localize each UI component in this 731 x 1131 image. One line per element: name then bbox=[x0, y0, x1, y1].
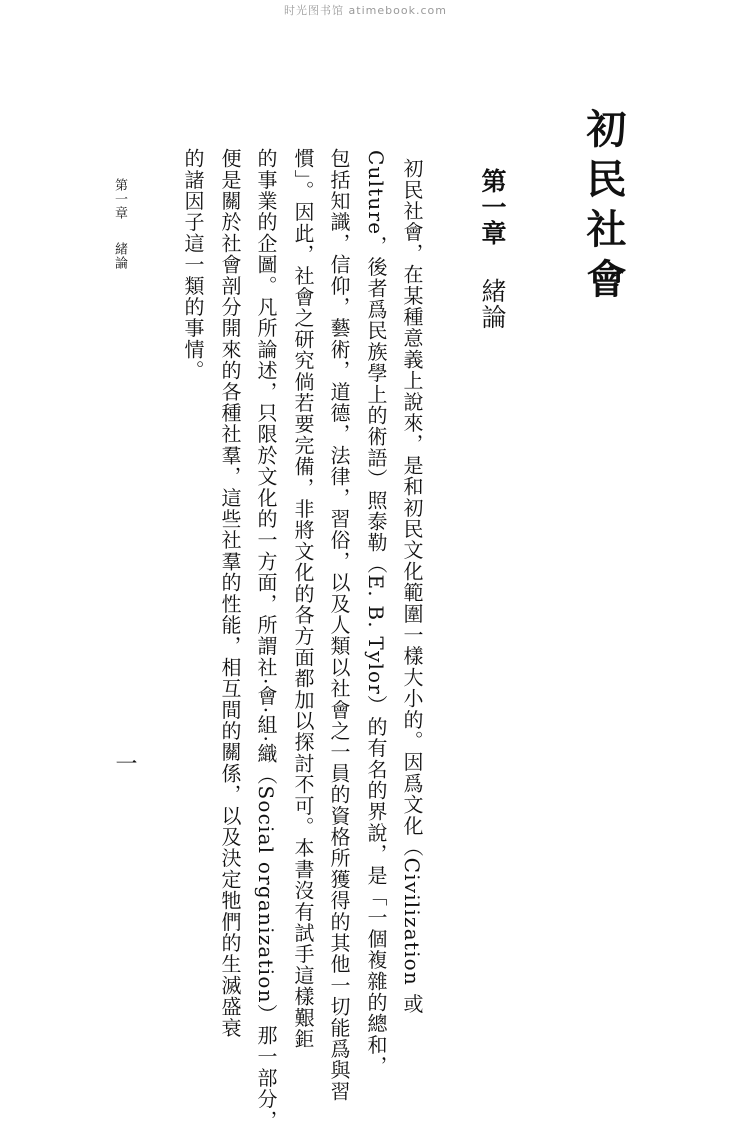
chapter-title: 緒論 bbox=[478, 278, 507, 330]
running-head-chapter: 第一章 bbox=[112, 178, 127, 220]
text-line-1: 初民社會，在某種意義上說來，是和初民文化範圍一樣大小的。因爲文化（Civilization 或 bbox=[400, 158, 424, 1015]
running-head-title: 緒論 bbox=[112, 242, 127, 270]
book-title: 初民社會 bbox=[580, 108, 627, 308]
text-line-3: 包括知識，信仰，藝術，道德，法律，習俗，以及人類以社會之一員的資格所獲得的其他一切能爲與習 bbox=[327, 148, 351, 1102]
chapter-number: 第一章 bbox=[478, 168, 507, 246]
page-number: 一 bbox=[112, 752, 137, 774]
text-line-6: 便是關於社會剖分開來的各種社羣，這些社羣的性能，相互間的關係，以及決定牠們的生滅盛衰 bbox=[218, 148, 242, 1039]
text-line-4: 慣」。因此，社會之研究倘若要完備，非將文化的各方面都加以探討不可。本書沒有試手這樣艱鉅 bbox=[291, 148, 315, 1050]
text-line-5: 的事業的企圖。凡所論述，只限於文化的一方面，所謂社·會·組·織（Social organization）那一部分， bbox=[254, 148, 278, 1131]
text-line-2: Culture，後者爲民族學上的術語）照泰勒（E. B. Tylor）的有名的界說，是「一個複雜的總和， bbox=[364, 150, 388, 1077]
chapter-heading bbox=[480, 168, 505, 330]
running-head bbox=[113, 178, 126, 270]
text-line-7: 的諸因子這一類的事情。 bbox=[181, 148, 205, 382]
watermark: 时光图书馆 atimebook.com bbox=[284, 4, 447, 17]
